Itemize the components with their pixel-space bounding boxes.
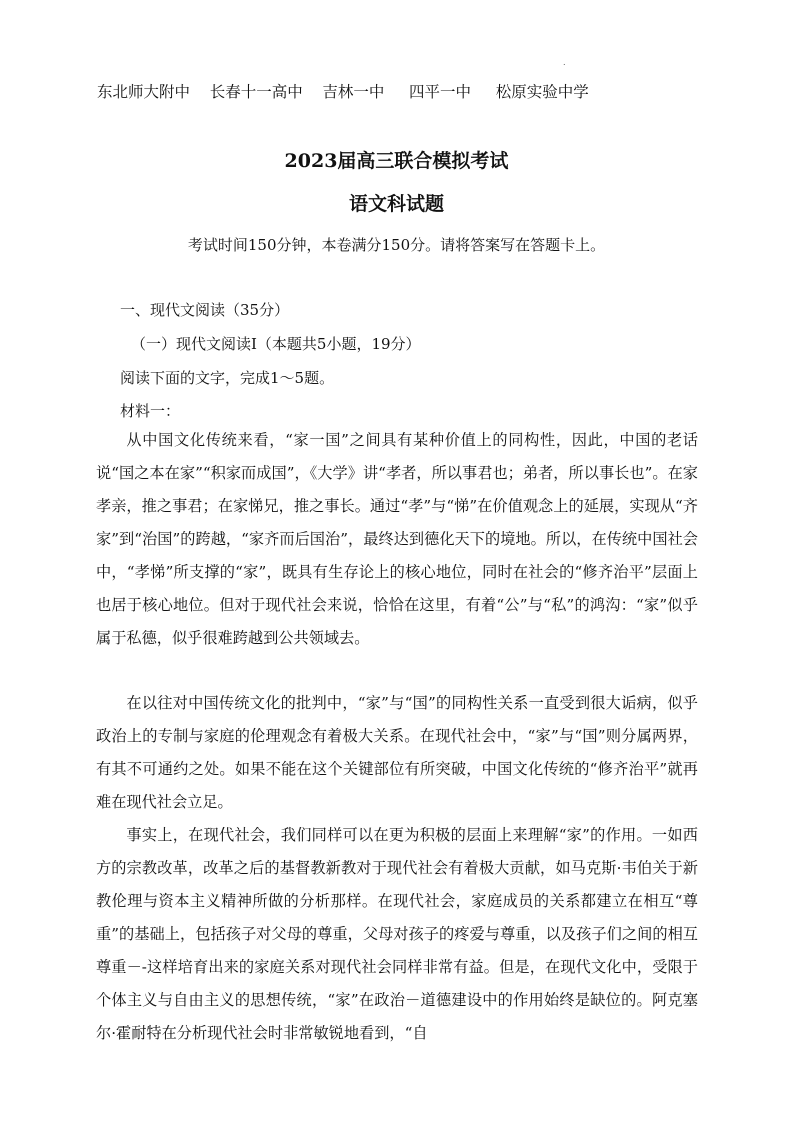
material-label: 材料一： — [120, 402, 181, 420]
passage-paragraph-1 — [96, 424, 698, 655]
exam-subtitle: 语文科试题 — [348, 193, 444, 215]
school-list: 东北师大附中 长春十一高中 吉林一中 四平一中 松原实验中学 — [97, 83, 589, 101]
reading-instruction: 阅读下面的文字，完成1～5题。 — [120, 369, 335, 387]
paragraph-text: 从中国文化传统来看，“家一国”之间具有某种价值上的同构性，因此，中国的老话说“国之本在家”“积家而成国”，《大学》讲“孝者，所以事君也；弟者，所以事长也”。在家孝亲，推之事君；在家悌兄，推之事长。通过“孝”与“悌”在价值观念上的延展，实现从“齐家”到“治国”的跨越，“家齐而后国治”，最终达到德化天下的境地。所以，在传统中国社会中，“孝悌”所支撑的“家”，既具有生存论上的核心地位，同时在社会的“修齐治平”层面上也居于核心地位。但对于现代社会来说，恰恰在这里，有着“公”与“私”的鸿沟：“家”似乎属于私德，似乎很难跨越到公共领域去。 — [96, 431, 698, 647]
passage-paragraph-2 — [96, 687, 698, 819]
paragraph-text: 在以往对中国传统文化的批判中，“家”与“国”的同构性关系一直受到很大诟病，似乎政治上的专制与家庭的伦理观念有着极大关系。在现代社会中，“家”与“国”则分属两界，有其不可通约之处。如果不能在这个关键部位有所突破，中国文化传统的“修齐治平”就再难在现代社会立足。 — [96, 694, 698, 811]
exam-note: 考试时间150分钟，本卷满分150分。请将答案写在答题卡上。 — [187, 236, 606, 254]
subsection-heading: （一）现代文阅读I（本题共5小题，19分） — [131, 335, 421, 353]
section-heading: 一、现代文阅读（35分） — [120, 301, 290, 319]
paragraph-text: 事实上，在现代社会，我们同样可以在更为积极的层面上来理解“家”的作用。一如西方的宗教改革，改革之后的基督教新教对于现代社会有着极大贡献，如马克斯·韦伯关于新教伦理与资本主义精神所做的分析那样。在现代社会，家庭成员的关系都建立在相互“尊重”的基础上，包括孩子对父母的尊重，父母对孩子的疼爱与尊重，以及孩子们之间的相互尊重－-这样培育出来的家庭关系对现代社会同样非常有益。但是，在现代文化中，受限于个体主义与自由主义的思想传统，“家”在政治－道德建设中的作用始终是缺位的。阿克塞尔·霍耐特在分析现代社会时非常敏锐地看到，“自 — [96, 826, 698, 1042]
corner-mark: . — [563, 58, 566, 67]
passage-paragraph-3 — [96, 819, 698, 1050]
exam-title: 2023届高三联合模拟考试 — [284, 150, 509, 172]
